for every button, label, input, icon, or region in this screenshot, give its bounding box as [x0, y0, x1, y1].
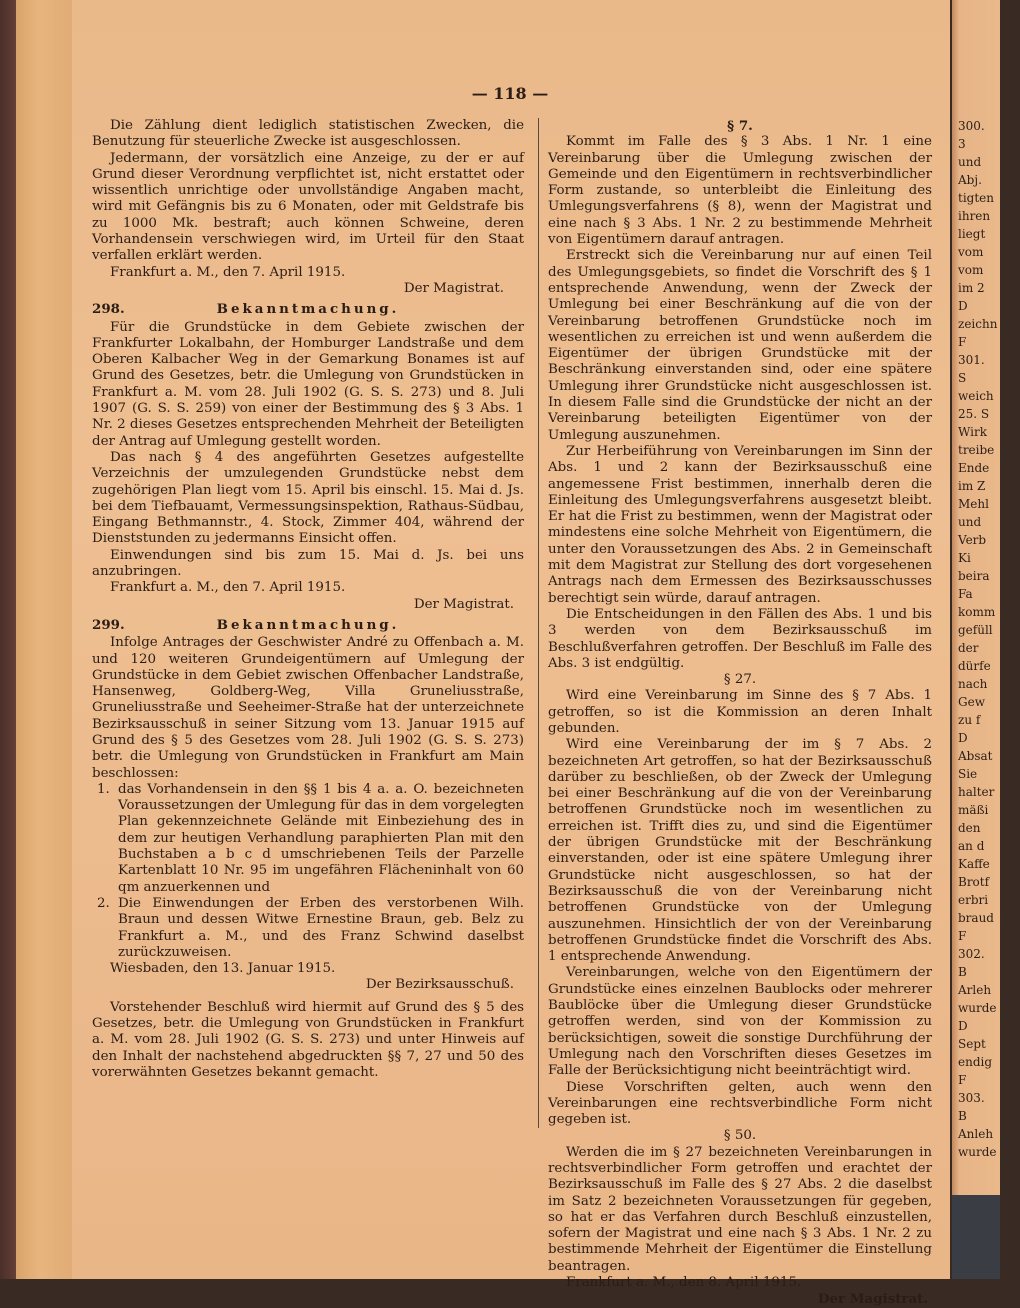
- section-50-date: Frankfurt a. M., den 8. April 1915.: [566, 1275, 802, 1291]
- section-7-paragraph: Zur Herbeiführung von Vereinbarungen im Sinn der Abs. 1 und 2 kann der Bezirksausschuß eine angemessene Frist bestimmen, innerhalb deren die Einleitung des Umlegungsverfahrens ausgesetzt bleibt. Er hat die Frist zu bestimmen, wenn der Magistrat oder mindestens eine solche Mehrheit von Eigentümern, die unter den Voraussetzungen des Abs. 2 in Gemeinschaft mit dem Magistrat zur Stellung des dort vorgesehenen Antrags nach dem Ermessen des Bezirksausschusses berechtigt sein würde, darauf antragen.: [548, 443, 932, 606]
- next-page-fragment: 300.: [958, 119, 985, 133]
- next-page-fragment: Wirk: [958, 425, 987, 439]
- section-27-paragraph: Vereinbarungen, welche von den Eigentümern der Grundstücke eines einzelnen Baublocks oder mehrerer Baublöcke über die Umlegung dieser Grundstücke getroffen werden, sind von der Kommission zu berücksichtigen, soweit die sonstige Durchführung der Umlegung nach den Vorschriften dieses Gesetzes im Falle der Berücksichtigung nicht beeinträchtigt wird.: [548, 965, 932, 1079]
- next-page-fragment: Ki: [958, 551, 971, 565]
- next-page-fragment: Abj.: [958, 173, 982, 187]
- next-page-fragment: mäßi: [958, 803, 989, 817]
- intro-paragraph: Die Zählung dient lediglich statistischen Zwecken, die Benutzung für steuerliche Zwecke ist ausgeschlossen.: [92, 118, 524, 150]
- section-27-title: § 27.: [723, 672, 757, 688]
- next-page-fragment: F: [958, 1073, 967, 1087]
- next-page-fragment: endig: [958, 1055, 993, 1069]
- next-page-fragment: Absat: [958, 749, 993, 763]
- notice-298-paragraph: Einwendungen sind bis zum 15. Mai d. Js. bei uns anzubringen.: [92, 547, 524, 580]
- notice-299-signature: Der Bezirksausschuß.: [365, 977, 514, 993]
- next-page-fragment: B: [958, 1109, 967, 1123]
- next-page-fragment: vom: [958, 263, 984, 277]
- list-item: 2. Die Einwendungen der Erben des verstorbenen Wilh. Braun und dessen Witwe Ernestine Braun, geb. Belz zu Frankfurt a. M., und des Franz Schwind daselbst zurückzuweisen.: [114, 896, 524, 961]
- next-page-fragment: Kaffe: [958, 857, 990, 871]
- notice-298-heading: [92, 301, 524, 317]
- next-page-fragment: treibe: [958, 443, 995, 457]
- next-page-fragment: liegt: [958, 227, 986, 241]
- notice-299-heading: [92, 617, 524, 633]
- next-page-fragment: vom: [958, 245, 984, 259]
- next-page-fragment: 3: [958, 137, 966, 151]
- next-page-fragment: 25. S: [958, 407, 990, 421]
- next-page-fragment: Ende: [958, 461, 990, 475]
- next-page-fragment: dürfe: [958, 659, 991, 673]
- notice-title: Bekanntmachung.: [216, 616, 400, 633]
- page-number: — 118 —: [471, 84, 549, 103]
- next-page-fragment: Sept: [958, 1037, 986, 1051]
- next-page-fragment: Gew: [958, 695, 985, 709]
- next-page-fragment: und: [958, 515, 982, 529]
- notice-title: Bekanntmachung.: [216, 301, 400, 318]
- section-7-paragraph: Die Entscheidungen in den Fällen des Abs. 1 und bis 3 werden von dem Bezirksausschuß im Beschlußverfahren getroffen. Der Beschluß im Falle des Abs. 3 ist endgültig.: [548, 606, 932, 671]
- next-page-fragment: Mehl: [958, 497, 989, 511]
- notice-298-date: Frankfurt a. M., den 7. April 1915.: [110, 580, 346, 596]
- book-spine-edge: [16, 0, 76, 1279]
- next-page-fragment: Brotf: [958, 875, 990, 889]
- next-page-text-fragments: [956, 118, 1000, 1195]
- next-page-fragment: F: [958, 335, 967, 349]
- left-column: [92, 118, 524, 1081]
- next-page-fragment: den: [958, 821, 981, 835]
- next-page-fragment: S: [958, 371, 967, 385]
- next-page-fragment: halter: [958, 785, 995, 799]
- notice-299-paragraph: Infolge Antrages der Geschwister André zu Offenbach a. M. und 120 weiteren Grundeigentümern auf Umlegung der Grundstücke in dem Gebiet zwischen Offenbacher Landstraße, Hansenweg, Goldberg-Weg, Villa Gruneliusstraße, Gruneliusstraße und Seeheimer-Straße hat der unterzeichnete Bezirksausschuß in seiner Sitzung vom 13. Januar 1915 auf Grund des § 5 des Gesetzes vom 28. Juli 1902 (G. S. S. 273) betr. die Umlegung von Grundstücken in Frankfurt am Main beschlossen:: [92, 635, 524, 781]
- next-page-fragment: Arleh: [958, 983, 992, 997]
- notice-299-note: Vorstehender Beschluß wird hiermit auf Grund des § 5 des Gesetzes, betr. die Umlegung von Grundstücken in Frankfurt a. M. vom 28. Juli 1902 (G. S. S. 273) und unter Hinweis auf den Inhalt der nachstehend abgedruckten §§ 7, 27 und 50 des vorerwähnten Gesetzes bekannt gemacht.: [92, 999, 524, 1080]
- next-page-fragment: der: [958, 641, 979, 655]
- section-50-paragraph: Werden die im § 27 bezeichneten Vereinbarungen in rechtsverbindlicher Form getroffen und erachtet der Bezirksausschuß im Falle des § 27 Abs. 2 die daselbst im Satz 2 bezeichneten Voraussetzungen für gegeben, so hat er das Verfahren durch Beschluß einzustellen, sofern der Magistrat und eine nach § 3 Abs. 1 Nr. 2 zu bestimmende Mehrheit der Eigentümer die Einstellung beantragen.: [548, 1144, 932, 1274]
- next-page-fragment: ihren: [958, 209, 991, 223]
- section-50-title: § 50.: [723, 1128, 757, 1144]
- next-page-fragment: erbri: [958, 893, 989, 907]
- next-page-fragment: komm: [958, 605, 996, 619]
- next-page-fragment: Anleh: [958, 1127, 994, 1141]
- next-page-fragment: Sie: [958, 767, 978, 781]
- table-surface: [952, 1195, 1000, 1279]
- next-page-fragment: 301.: [958, 353, 985, 367]
- intro-date: Frankfurt a. M., den 7. April 1915.: [110, 264, 346, 280]
- next-page-fragment: Fa: [958, 587, 973, 601]
- next-page-fragment: Verb: [958, 533, 987, 547]
- list-item: 1. das Vorhandensein in den §§ 1 bis 4 a. a. O. bezeichneten Voraussetzungen der Umlegung für das in dem vorgelegten Plan gekennzeichnete Gelände mit Einbeziehung des in dem zur heutigen Verhandlung paraphierten Plan mit den Buchstaben a b c d umschriebenen Teils der Parzelle Kartenblatt 10 Nr. 95 im ungefähren Flächeninhalt von 60 qm anzuerkennen und: [114, 782, 524, 896]
- next-page-fragment: wurde: [958, 1001, 997, 1015]
- notice-number: 299.: [92, 616, 125, 633]
- next-page-fragment: zu f: [958, 713, 981, 727]
- section-7-title: § 7.: [727, 118, 753, 134]
- next-page-fragment: 303.: [958, 1091, 985, 1105]
- next-page-fragment: im 2: [958, 281, 985, 295]
- section-27-paragraph: Wird eine Vereinbarung der im § 7 Abs. 2 bezeichneten Art getroffen, so hat der Bezirksausschuß darüber zu beschließen, ob der Zweck der Umlegung bei einer Beschränkung auf die von der Vereinbarung betroffenen Grundstücke noch im wesentlichen zu erreichen ist. Trifft dies zu, und sind die Eigentümer der übrigen Grundstücke mit der Beschränkung einverstanden, oder ist eine spätere Umlegung ihrer Grundstücke nicht ausgeschlossen, so hat der Bezirksausschuß die von der Vereinbarung nicht betroffenen Grundstücke von der Umlegung auszunehmen. Hinsichtlich der von der Vereinbarung betroffenen Grundstücke findet die Vorschrift des Abs. 1 entsprechende Anwendung.: [548, 737, 932, 965]
- intro-paragraph: Jedermann, der vorsätzlich eine Anzeige, zu der er auf Grund dieser Verordnung verpflichtet ist, nicht erstattet oder wissentlich unrichtige oder unvollständige Angaben macht, wird mit Gefängnis bis zu 6 Monaten, oder mit Geldstrafe bis zu 1000 Mk. bestraft; auch können Schweine, deren Vorhandensein verschwiegen wird, im Urteil für den Staat verfallen erklärt werden.: [92, 150, 524, 264]
- next-page-fragment: gefüll: [958, 623, 993, 637]
- right-column: [548, 118, 932, 1308]
- notice-number: 298.: [92, 301, 125, 318]
- next-page-fragment: F: [958, 929, 967, 943]
- intro-signature: Der Magistrat.: [403, 280, 504, 296]
- next-page-fragment: weich: [958, 389, 994, 403]
- next-page-fragment: beira: [958, 569, 990, 583]
- next-page-fragment: im Z: [958, 479, 986, 493]
- notice-299-list: [92, 782, 524, 961]
- next-page-fragment: 302.: [958, 947, 985, 961]
- next-page-fragment: nach: [958, 677, 988, 691]
- section-7-paragraph: Erstreckt sich die Vereinbarung nur auf einen Teil des Umlegungsgebiets, so findet die Vorschrift des § 1 entsprechende Anwendung, wenn der Zweck der Umlegung bei einer Beschränkung auf die von der Vereinbarung betroffenen Grundstücke noch im wesentlichen zu erreichen ist und wenn außerdem die Eigentümer der übrigen Grundstücke mit der Beschränkung einverstanden sind, oder eine spätere Umlegung ihrer Grundstücke nicht ausgeschlossen ist. In diesem Falle sind die Grundstücke der nicht an der Vereinbarung beteiligten Eigentümer von der Umlegung auszunehmen.: [548, 248, 932, 443]
- next-page-fragment: tigten: [958, 191, 994, 205]
- next-page-fragment: D: [958, 299, 968, 313]
- next-page-fragment: wurde: [958, 1145, 997, 1159]
- next-page-fragment: an d: [958, 839, 985, 853]
- section-7-paragraph: Kommt im Falle des § 3 Abs. 1 Nr. 1 eine Vereinbarung über die Umlegung zwischen der Gemeinde und den Eigentümern in rechtsverbindlicher Form zustande, so unterbleibt die Einleitung des Umlegungsverfahrens (§ 8), wenn der Magistrat und eine nach § 3 Abs. 1 Nr. 2 zu bestimmende Mehrheit von Eigentümern darauf antragen.: [548, 134, 932, 248]
- section-27-paragraph: Wird eine Vereinbarung im Sinne des § 7 Abs. 1 getroffen, so ist die Kommission an deren Inhalt gebunden.: [548, 688, 932, 736]
- notice-298-paragraph: Für die Grundstücke in dem Gebiete zwischen der Frankfurter Lokalbahn, der Homburger Landstraße und dem Oberen Kalbacher Weg in der Gemarkung Bonames ist auf Grund des Gesetzes, betr. die Umlegung von Grundstücken in Frankfurt a. M. vom 28. Juli 1902 (G. S. S. 273) und 8. Juli 1907 (G. S. S. 259) von einer der Bestimmung des § 3 Abs. 1 Nr. 2 dieses Gesetzes entsprechenden Mehrheit der Beteiligten der Antrag auf Umlegung gestellt worden.: [92, 319, 524, 449]
- next-page-fragment: D: [958, 731, 968, 745]
- next-page-fragment: und: [958, 155, 982, 169]
- section-50-signature: Der Magistrat.: [817, 1291, 928, 1308]
- next-page-fragment: B: [958, 965, 967, 979]
- next-page-fragment: zeichn: [958, 317, 998, 331]
- section-27-paragraph: Diese Vorschriften gelten, auch wenn den Vereinbarungen eine rechtsverbindliche Form nicht gegeben ist.: [548, 1079, 932, 1128]
- next-page-fragment: braud: [958, 911, 994, 925]
- notice-298-signature: Der Magistrat.: [413, 596, 514, 612]
- notice-298-paragraph: Das nach § 4 des angeführten Gesetzes aufgestellte Verzeichnis der umzulegenden Grundstücke nebst dem zugehörigen Plan liegt vom 15. April bis einschl. 15. Mai d. Js. bei dem Tiefbauamt, Vermessungsinspektion, Rathaus-Südbau, Eingang Bethmannstr., 4. Stock, Zimmer 404, während der Dienststunden zu jedermanns Einsicht offen.: [92, 449, 524, 547]
- notice-299-date: Wiesbaden, den 13. Januar 1915.: [110, 961, 336, 977]
- column-divider: [538, 118, 539, 1128]
- next-page-fragment: D: [958, 1019, 968, 1033]
